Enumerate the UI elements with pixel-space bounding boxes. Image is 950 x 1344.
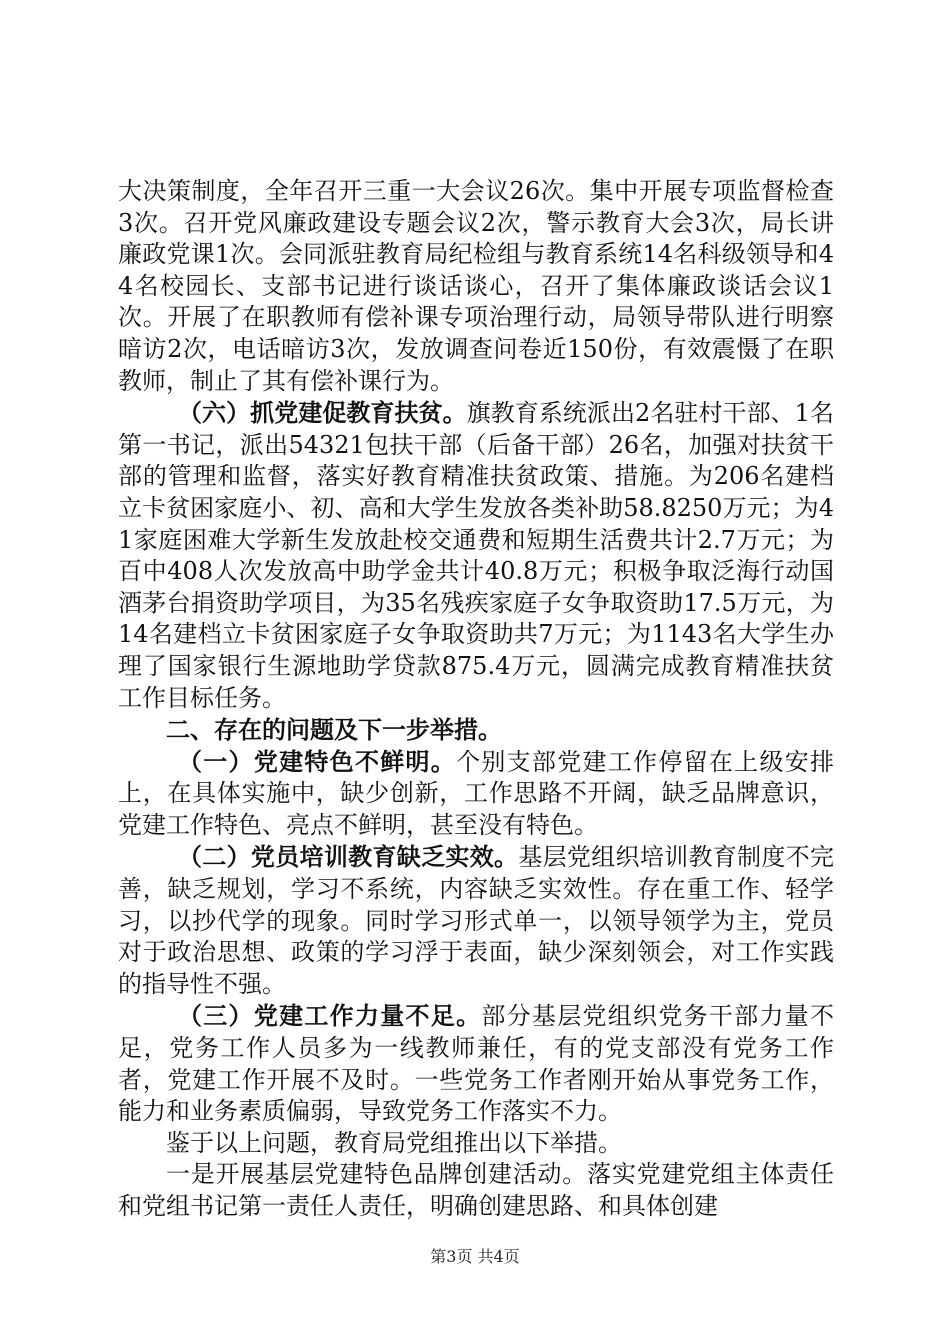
paragraph-poverty-alleviation bbox=[118, 397, 834, 714]
paragraph-problem-1 bbox=[118, 746, 834, 842]
paragraph-heading: （六）抓党建促教育扶贫。 bbox=[178, 398, 467, 428]
paragraph-heading: （一）党建特色不鲜明。 bbox=[178, 746, 457, 776]
paragraph-problem-2 bbox=[118, 841, 834, 1000]
paragraph-text: 基层党组织培训教育制度不完善，缺乏规划，学习不系统，内容缺乏实效性。存在重工作、轻学习，以抄代学的现象。同时学习形式单一，以领导领学为主，党员对于政治思想、政策的学习浮于表面，缺少深刻领会，对工作实践的指导性不强。 bbox=[118, 843, 835, 998]
paragraph-text: 个别支部党建工作停留在上级安排上，在具体实施中，缺少创新，工作思路不开阔，缺乏品牌意识，党建工作特色、亮点不鲜明，甚至没有特色。 bbox=[118, 747, 835, 839]
paragraph-heading: （二）党员培训教育缺乏实效。 bbox=[178, 842, 519, 872]
paragraph-text: 旗教育系统派出2名驻村干部、1名第一书记，派出54321包扶干部（后备干部）26名，加强对扶贫干部的管理和监督，落实好教育精准扶贫政策、措施。为206名建档立卡贫困家庭小、初、高和大学生发放各类补助58.8250万元；为41家庭困难大学新生发放赴校交通费和短期生活费共计2.7万元；为百中408人次发放高中助学金共计40.8万元；积极争取泛海行动国酒茅台捐资助学项目，为35名残疾家庭子女争取资助17.5万元，为14名建档立卡贫困家庭子女争取资助共7万元；为1143名大学生办理了国家银行生源地助学贷款875.4万元，圆满完成教育精准扶贫工作目标任务。 bbox=[118, 399, 835, 712]
paragraph-measures-intro: 鉴于以上问题，教育局党组推出以下举措。 bbox=[166, 1128, 622, 1157]
paragraph-text: 部分基层党组织党务干部力量不足，党务工作人员多为一线教师兼任，有的党支部没有党务工作者，党建工作开展不及时。一些党务工作者刚开始从事党务工作，能力和业务素质偏弱，导致党务工作落实不力。 bbox=[118, 1002, 834, 1126]
document-body bbox=[118, 176, 834, 1223]
paragraph-heading: （三）党建工作力量不足。 bbox=[178, 1001, 482, 1031]
paragraph-problem-3 bbox=[118, 1000, 834, 1127]
paragraph-supervision: 大决策制度，全年召开三重一大会议26次。集中开展专项监督检查3次。召开党风廉政建设专题会议2次，警示教育大会3次，局长讲廉政党课1次。会同派驻教育局纪检组与教育系统14名科级领导和44名校园长、支部书记进行谈话谈心，召开了集体廉政谈话会议1次。开展了在职教师有偿补课专项治理行动，局领导带队进行明察暗访2次，电话暗访3次，发放调查问卷近150份，有效震慑了在职教师，制止了其有偿补课行为。 bbox=[118, 177, 834, 395]
paragraph-measure-1: 一是开展基层党建特色品牌创建活动。落实党建党组主体责任和党组书记第一责任人责任，明确创建思路、和具体创建 bbox=[118, 1160, 834, 1220]
page-number-footer: 第3页 共4页 bbox=[430, 1247, 520, 1266]
section-heading-problems: 二、存在的问题及下一步举措。 bbox=[166, 715, 502, 745]
